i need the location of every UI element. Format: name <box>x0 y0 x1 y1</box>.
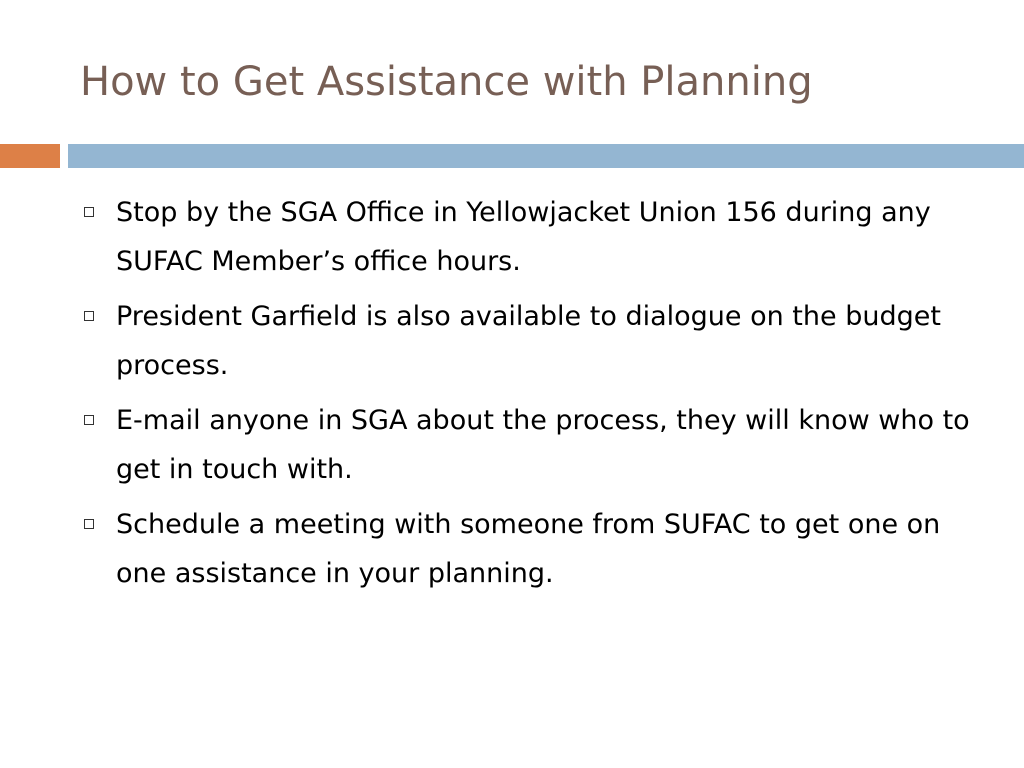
bullet-item <box>80 292 980 390</box>
bullet-item <box>80 396 980 494</box>
bullet-item <box>80 500 980 598</box>
title-accent-bar <box>0 144 60 168</box>
hollow-square-bullet-icon <box>84 415 94 425</box>
hollow-square-bullet-icon <box>84 207 94 217</box>
bullet-text: E-mail anyone in SGA about the process, they will know who to get in touch with. <box>116 405 970 485</box>
hollow-square-bullet-icon <box>84 311 94 321</box>
slide-title: How to Get Assistance with Planning <box>80 59 813 105</box>
bullet-text: Stop by the SGA Office in Yellowjacket Union 156 during any SUFAC Member’s office hours. <box>116 197 931 277</box>
bullet-text: President Garfield is also available to dialogue on the budget process. <box>116 301 941 381</box>
title-rule-bar <box>68 144 1024 168</box>
bullet-text: Schedule a meeting with someone from SUFAC to get one on one assistance in your planning. <box>116 509 941 589</box>
bullet-item <box>80 188 980 286</box>
hollow-square-bullet-icon <box>84 519 94 529</box>
bullet-list <box>80 188 980 604</box>
